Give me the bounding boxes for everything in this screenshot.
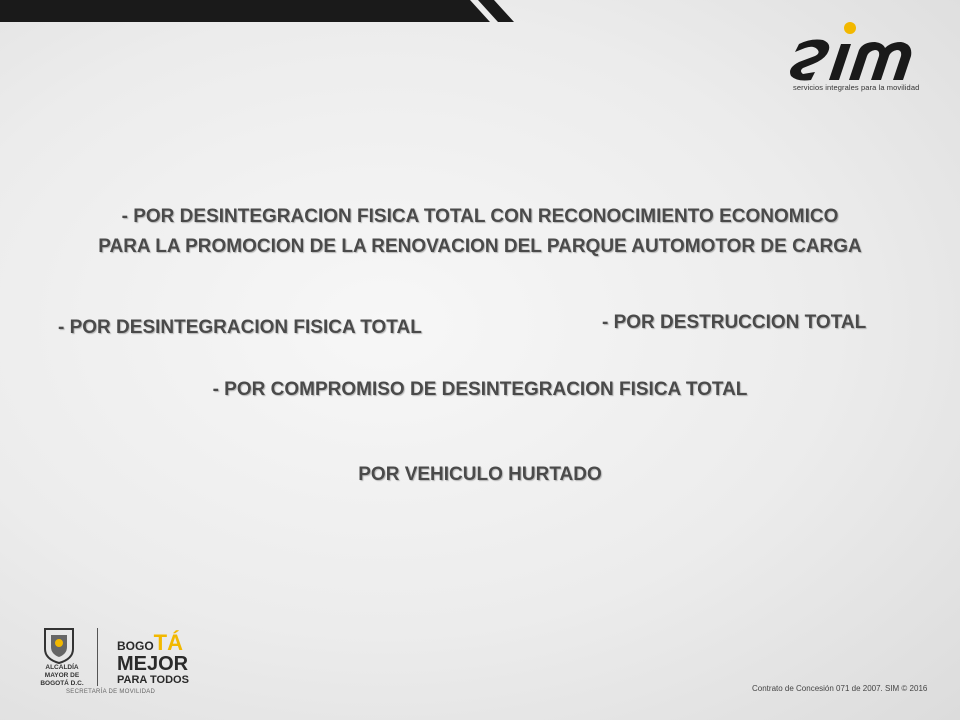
alcaldia-label: ALCALDÍA MAYOR DE BOGOTÁ D.C. (40, 664, 84, 687)
slide-item-6: POR VEHICULO HURTADO (358, 464, 602, 485)
slide-item-2: PARA LA PROMOCION DE LA RENOVACION DEL PARQUE AUTOMOTOR DE CARGA (98, 236, 862, 257)
bogota-mejor: MEJOR (117, 653, 189, 675)
copyright-text: Contrato de Concesión 071 de 2007. SIM © 2016 (752, 684, 928, 693)
footer-divider (97, 628, 98, 686)
secretaria-label: SECRETARÍA DE MOVILIDAD (66, 689, 156, 695)
bogota-prefix: BOGO (117, 639, 154, 653)
logo-tagline: servicios integrales para la movilidad (793, 83, 920, 92)
slide-item-1: - POR DESINTEGRACION FISICA TOTAL CON RECONOCIMIENTO ECONOMICO (121, 206, 839, 227)
bogota-para-todos: PARA TODOS (117, 674, 189, 686)
slide-item-3: - POR DESINTEGRACION FISICA TOTAL (58, 317, 422, 338)
slide-item-4: - POR DESTRUCCION TOTAL (602, 312, 867, 333)
bogota-suffix: TÁ (153, 630, 183, 655)
slide-item-5: - POR COMPROMISO DE DESINTEGRACION FISICA TOTAL (212, 379, 748, 400)
